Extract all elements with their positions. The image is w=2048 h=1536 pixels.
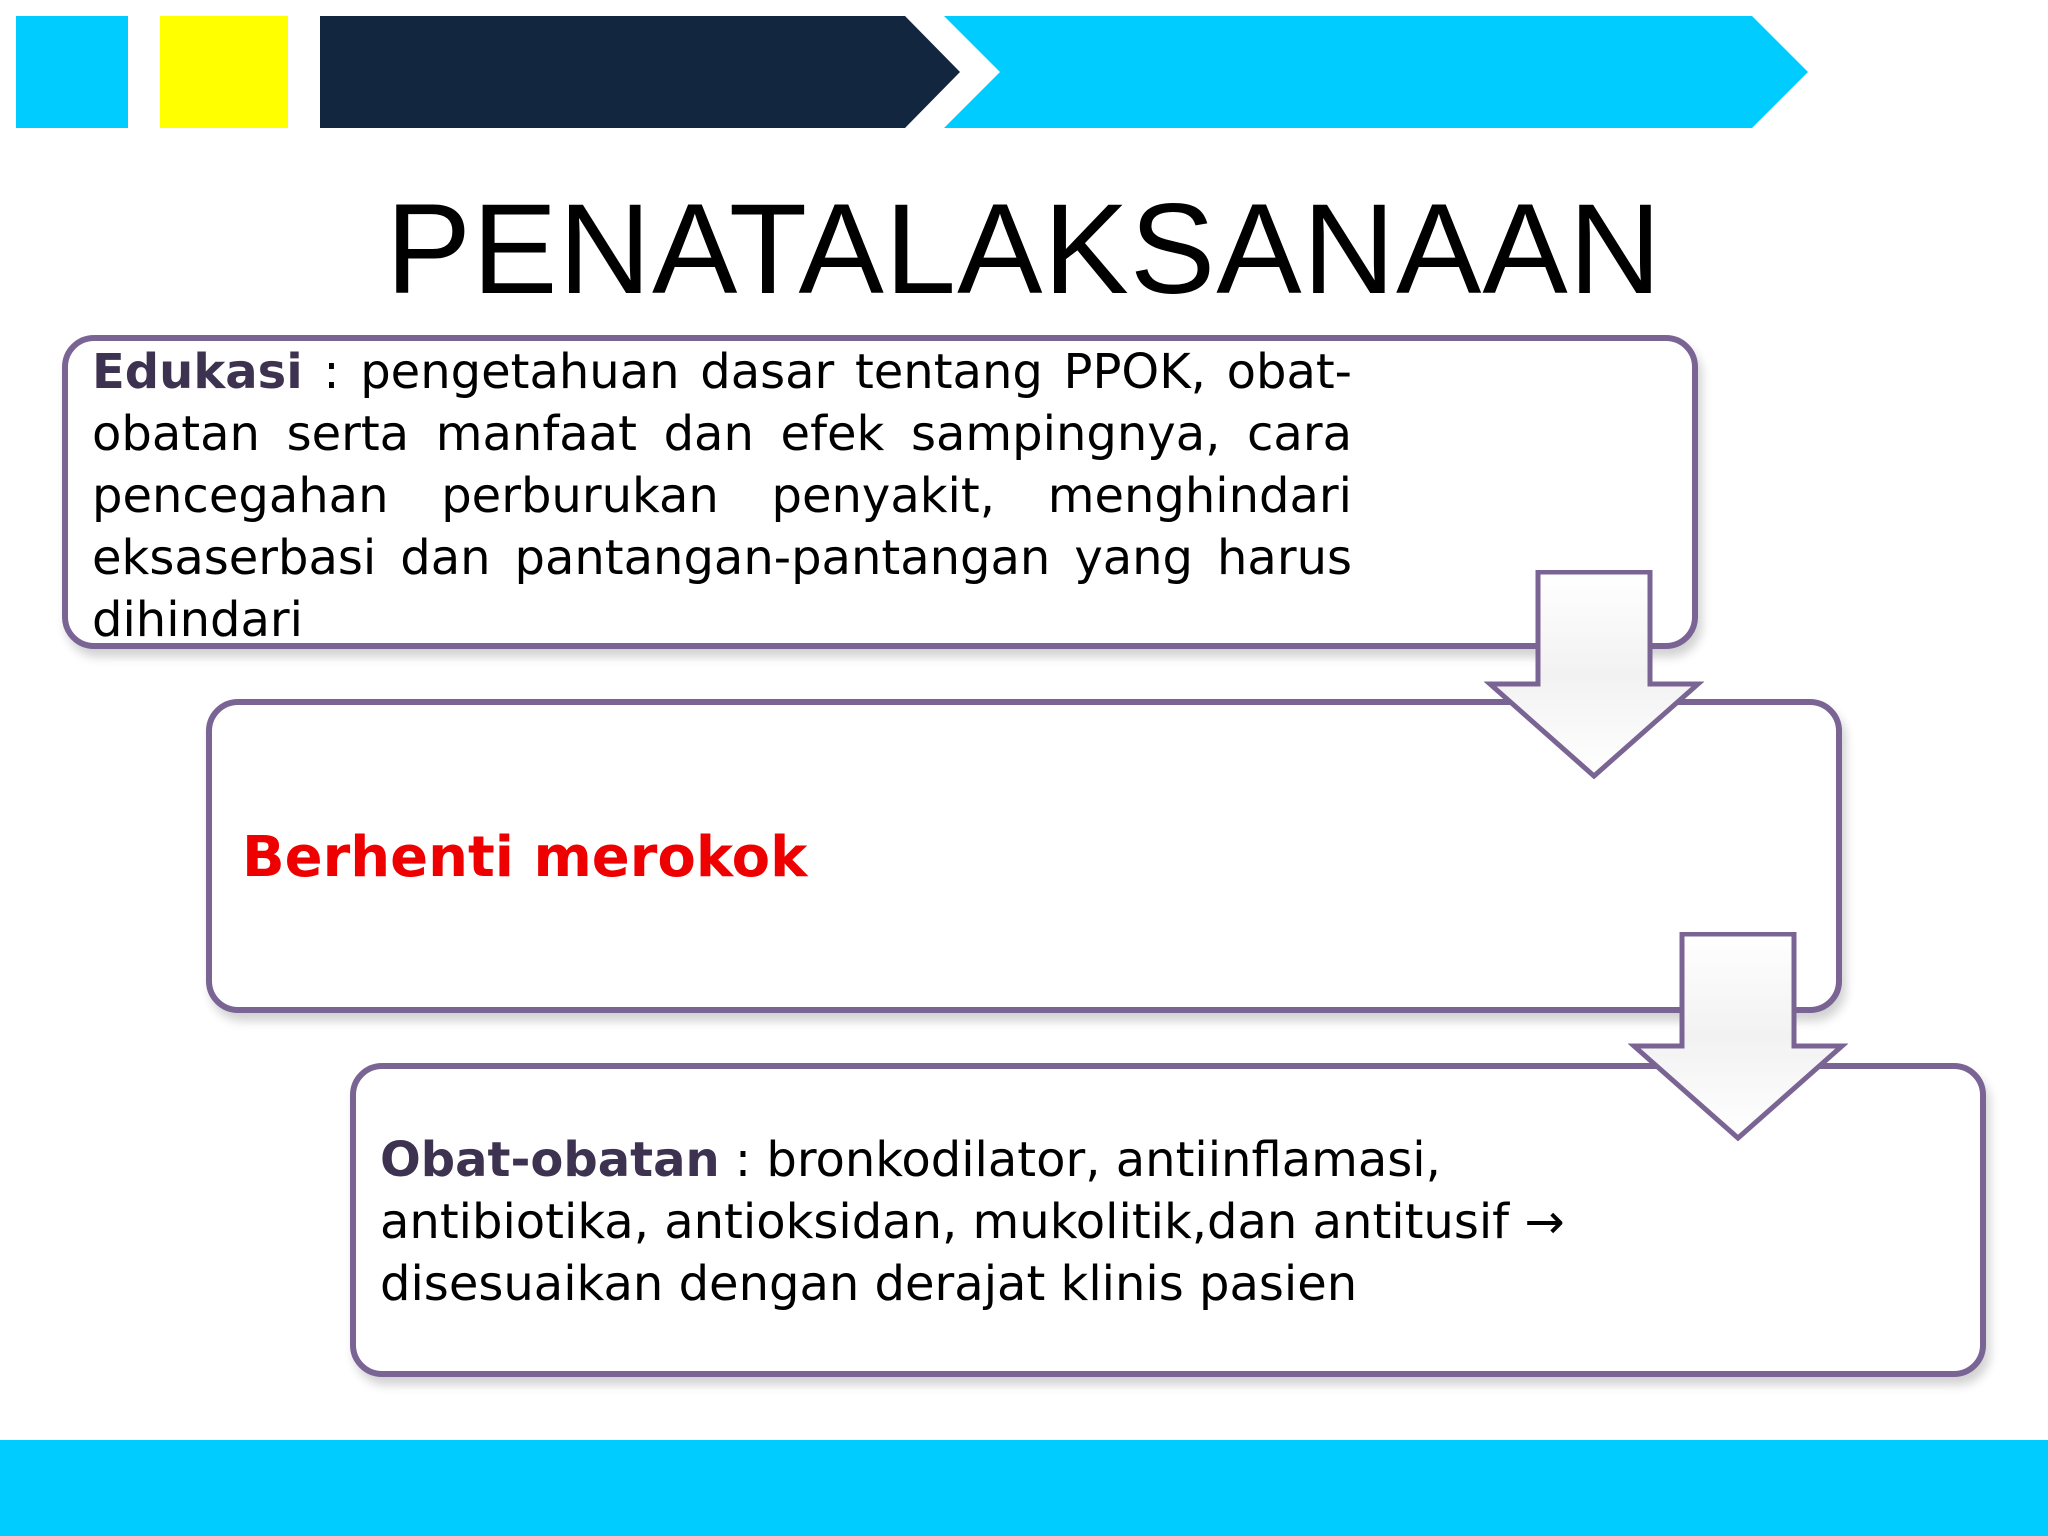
header-yellow-square xyxy=(160,16,288,128)
step-box-education xyxy=(62,335,1698,649)
step-description-medication: bronkodilator, antiinflamasi, antibiotika, antioksidan, mukolitik,dan antitusif → disesuaikan dengan derajat klinis pasien xyxy=(380,1132,1565,1312)
footer-bar xyxy=(0,1440,2048,1536)
slide-title: PENATALAKSANAAN xyxy=(385,178,1663,321)
step-text-medication xyxy=(380,1129,1580,1315)
step-separator-medication: : xyxy=(719,1132,767,1188)
step-term-education: Edukasi xyxy=(92,344,303,400)
header-cyan-chevron xyxy=(944,16,1808,128)
arrow-down-icon xyxy=(1484,570,1704,790)
header-decoration xyxy=(0,0,2048,140)
step-text-stop-smoking: Berhenti merokok xyxy=(242,825,808,890)
step-text-education xyxy=(92,341,1352,651)
step-separator-education: : xyxy=(302,344,361,400)
arrow-down-icon xyxy=(1628,932,1848,1152)
step-description-education: pengetahuan dasar tentang PPOK, obat-obatan serta manfaat dan efek sampingnya, cara pencegahan perburukan penyakit, menghindari eksaserbasi dan pantangan-pantangan yang harus dihindari xyxy=(92,344,1353,648)
header-cyan-square xyxy=(16,16,128,128)
header-navy-chevron xyxy=(320,16,960,128)
step-term-medication: Obat-obatan xyxy=(380,1132,720,1188)
